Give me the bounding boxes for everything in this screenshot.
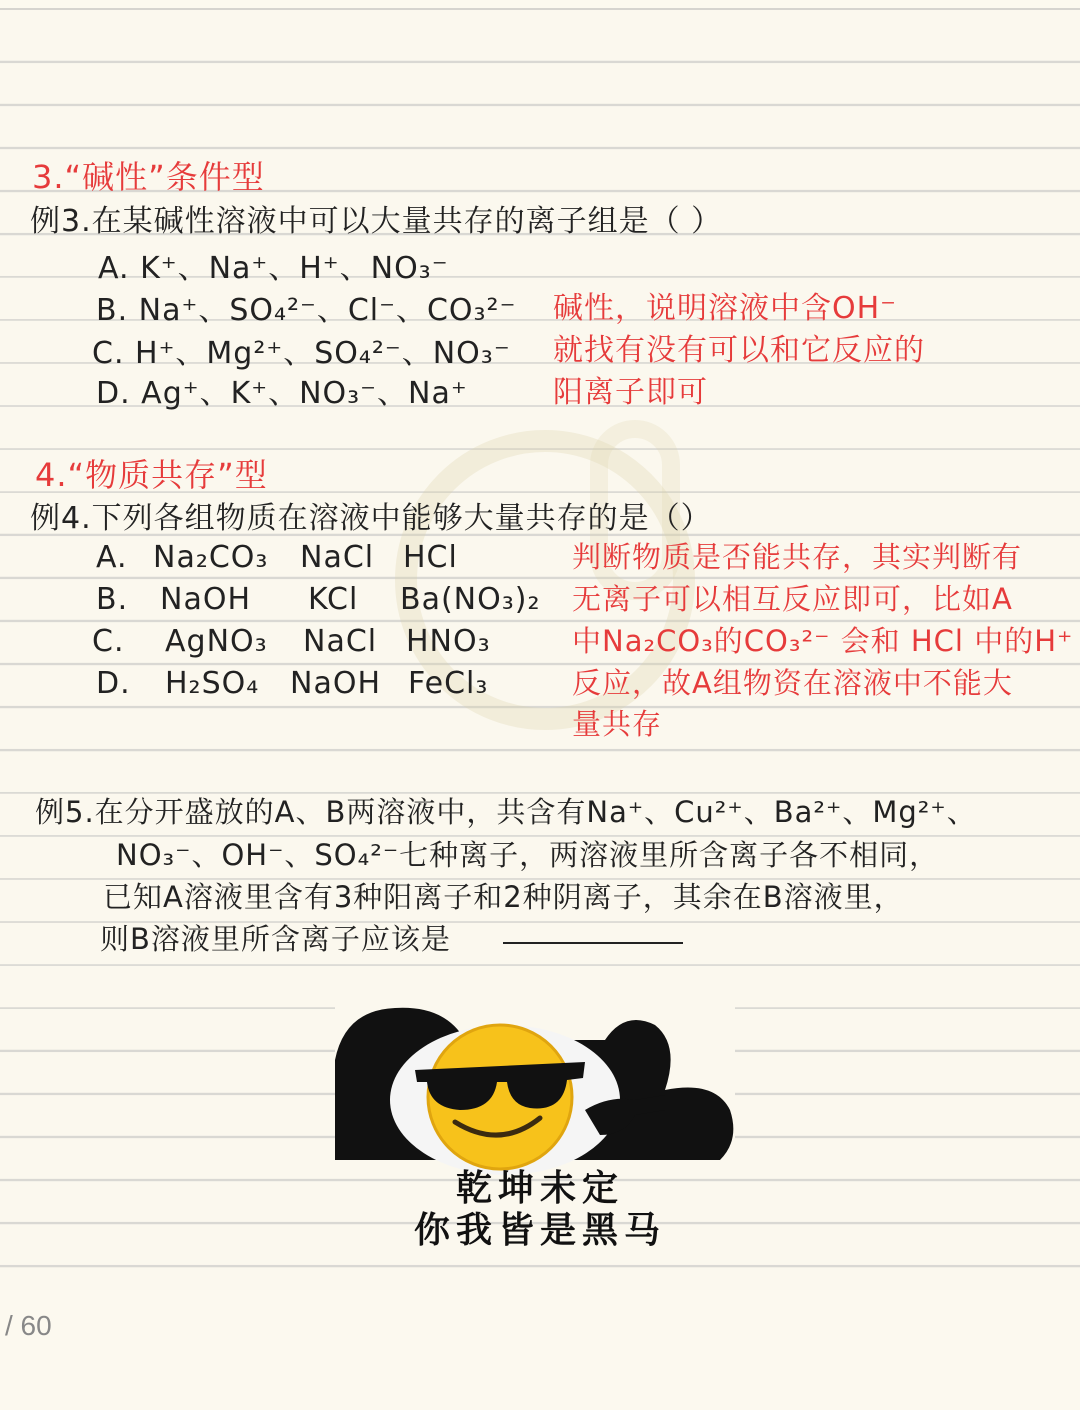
example-4-option-a-substance-2: NaCl	[300, 540, 375, 575]
example-3-question: 例3.在某碱性溶液中可以大量共存的离子组是（ ）	[30, 204, 723, 239]
example-4-option-d-letter: D.	[96, 666, 131, 701]
example-3-option-b: B. Na⁺、SO₄²⁻、Cl⁻、CO₃²⁻	[96, 293, 517, 328]
example-4-option-c-substance-3: HNO₃	[406, 624, 491, 659]
example-4-option-a-letter: A.	[96, 540, 128, 575]
example-3-note-line-1: 碱性，说明溶液中含OH⁻	[553, 291, 898, 326]
example-4-note-line-1: 判断物质是否能共存，其实判断有	[572, 540, 1023, 574]
page-counter: / 60	[5, 1310, 52, 1341]
example-4-option-d-substance-2: NaOH	[290, 666, 381, 701]
example-4-option-b-substance-1: NaOH	[160, 582, 251, 617]
example-5-line-3: 已知A溶液里含有3种阳离子和2种阴离子，其余在B溶液里，	[103, 880, 904, 914]
example-4-option-c-letter: C.	[92, 624, 125, 659]
example-4-note-line-4: 反应，故A组物资在溶液中不能大	[572, 666, 1013, 700]
example-4-option-b-substance-3: Ba(NO₃)₂	[400, 582, 541, 617]
example-3-option-c: C. H⁺、Mg²⁺、SO₄²⁻、NO₃⁻	[92, 336, 511, 371]
example-4-option-b-letter: B.	[96, 582, 129, 617]
example-4-note-line-2: 无离子可以相互反应即可，比如A	[572, 582, 1013, 616]
section-3-title: 3.“碱性”条件型	[32, 158, 265, 196]
example-5-line-4: 则B溶液里所含离子应该是	[100, 922, 451, 956]
example-4-option-c-substance-1: AgNO₃	[165, 624, 268, 659]
meme-caption-line-2: 你我皆是黑马	[413, 1210, 666, 1251]
example-5-line-2: NO₃⁻、OH⁻、SO₄²⁻七种离子，两溶液里所含离子各不相同，	[116, 838, 940, 872]
example-4-question: 例4.下列各组物质在溶液中能够大量共存的是（）	[30, 501, 712, 536]
meme-caption-line-1: 乾坤未定	[455, 1168, 624, 1209]
example-4-option-a-substance-1: Na₂CO₃	[153, 540, 269, 575]
example-4-note-line-3: 中Na₂CO₃的CO₃²⁻ 会和 HCl 中的H⁺	[572, 624, 1074, 658]
section-4-title: 4.“物质共存”型	[35, 456, 268, 494]
example-4-option-b-substance-2: KCl	[308, 582, 359, 617]
example-4-option-c-substance-2: NaCl	[303, 624, 378, 659]
example-4-option-a-substance-3: HCl	[403, 540, 458, 575]
example-4-option-d-substance-3: FeCl₃	[408, 666, 489, 701]
example-3-note-line-2: 就找有没有可以和它反应的	[553, 333, 925, 368]
example-4-note-line-5: 量共存	[572, 707, 663, 741]
example-4-option-d-substance-1: H₂SO₄	[165, 666, 260, 701]
example-3-option-d: D. Ag⁺、K⁺、NO₃⁻、Na⁺	[96, 376, 468, 411]
example-5-line-1: 例5.在分开盛放的A、B两溶液中，共含有Na⁺、Cu²⁺、Ba²⁺、Mg²⁺、	[35, 795, 977, 829]
example-3-option-a: A. K⁺、Na⁺、H⁺、NO₃⁻	[98, 251, 449, 286]
answer-blank	[503, 942, 683, 944]
example-3-note-line-3: 阳离子即可	[553, 375, 708, 410]
